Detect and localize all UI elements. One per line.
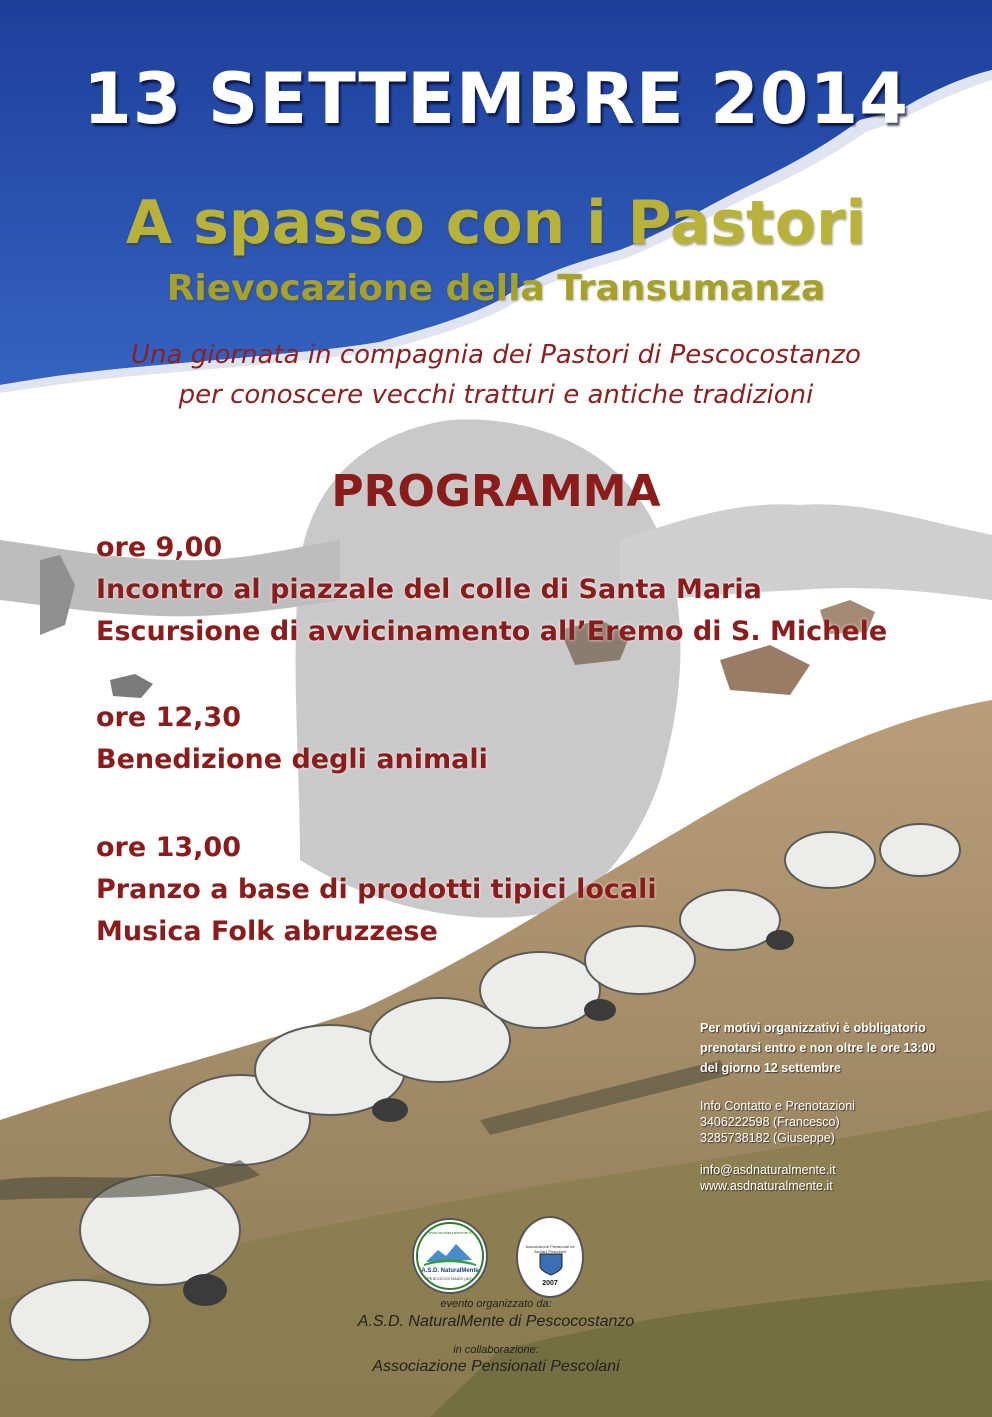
event-date: 13 SETTEMBRE 2014 [83,58,909,140]
pensionati-logo-ring-text: Associazione Pensionati ed Anziani Pescolani [525,1244,575,1254]
event-title: A spasso con i Pastori [125,188,867,258]
pensionati-logo-year: 2007 [542,1280,558,1287]
tagline-line-2: per conoscere vecchi tratturi e antiche tradizioni [178,380,814,410]
naturalmente-logo [412,1218,488,1294]
program-item: Musica Folk abruzzese [96,916,438,947]
collaborator-name: Associazione Pensionati Pescolani [372,1358,620,1375]
contact-heading: Info Contatto e Prenotazioni [700,1099,855,1113]
program-time-1: ore 9,00 [96,532,223,563]
contact-phone: 3285738182 (Giuseppe) [700,1131,835,1145]
naturalmente-logo-name: A.S.D. NaturalMente [421,1268,479,1274]
program-item: Escursione di avvicinamento all’Eremo di S. Michele [96,616,888,647]
contact-email[interactable]: info@asdnaturalmente.it [700,1163,836,1177]
naturalmente-logo-url: www.asdnaturalmente.it [428,1230,472,1235]
booking-notice-line: del giorno 12 settembre [700,1061,842,1075]
naturalmente-logo-place: PESCOCOSTANZO (AQ) [427,1276,473,1281]
program-time-2: ore 12,30 [96,702,241,733]
program-heading: PROGRAMMA [331,466,661,517]
contact-website[interactable]: www.asdnaturalmente.it [700,1179,833,1193]
collaboration-label: in collaborazione: [453,1344,539,1356]
program-time-3: ore 13,00 [96,832,241,863]
program-item: Benedizione degli animali [96,744,488,775]
program-item: Incontro al piazzale del colle di Santa Maria [96,574,762,605]
booking-notice-line: Per motivi organizzativi è obbligatorio [700,1021,926,1035]
booking-notice-line: prenotarsi entro e non oltre le ore 13:00 [700,1041,936,1055]
pensionati-logo [516,1216,584,1298]
program-item: Pranzo a base di prodotti tipici locali [96,874,657,905]
event-subtitle: Rievocazione della Transumanza [166,268,826,309]
organizer-name: A.S.D. NaturalMente di Pescocostanzo [357,1313,635,1330]
organized-by-label: evento organizzato da: [440,1298,552,1310]
crest-icon [536,1252,566,1276]
contact-phone: 3406222598 (Francesco) [700,1115,840,1129]
tagline-line-1: Una giornata in compagnia dei Pastori di Pescocostanzo [131,340,861,370]
